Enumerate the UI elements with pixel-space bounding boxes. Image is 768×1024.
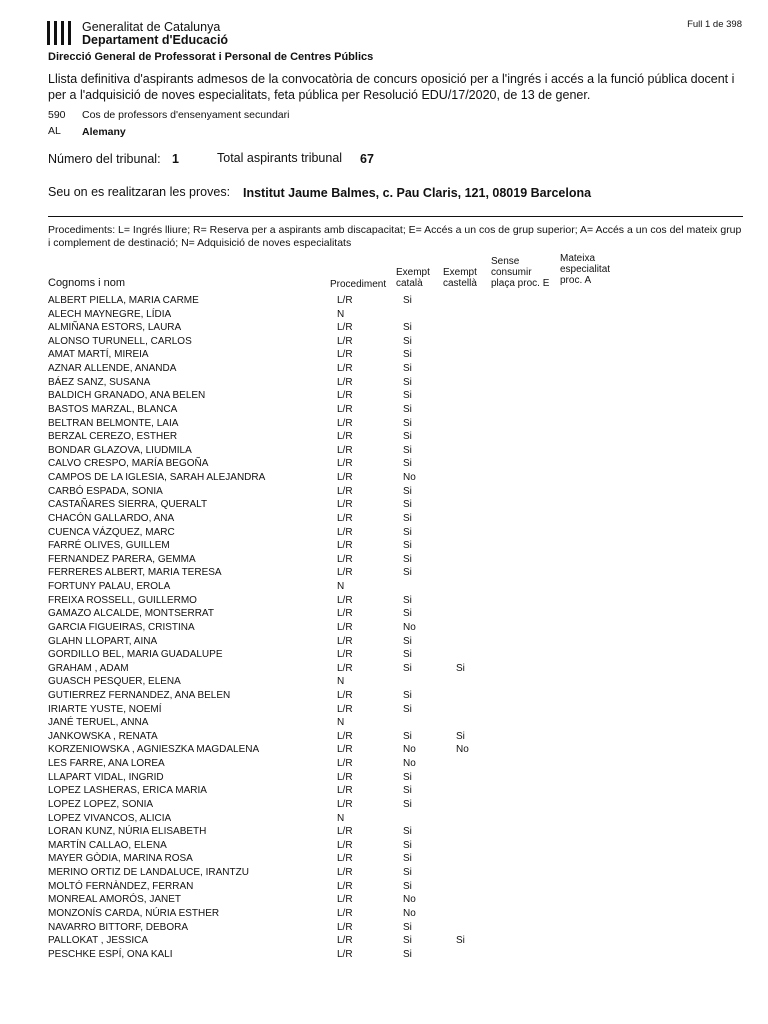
row-exempt-castella: Si (456, 935, 465, 947)
row-exempt-catala: Si (403, 553, 412, 565)
row-name: CAMPOS DE LA IGLESIA, SARAH ALEJANDRA (48, 472, 266, 484)
row-name: GLAHN LLOPART, AINA (48, 635, 158, 647)
row-procediment: L/R (337, 594, 353, 606)
row-name: BÁEZ SANZ, SUSANA (48, 376, 151, 388)
table-row (0, 663, 768, 677)
row-name: GARCIA FIGUEIRAS, CRISTINA (48, 621, 195, 633)
table-row (0, 704, 768, 718)
row-exempt-catala: Si (403, 322, 412, 334)
row-name: BONDAR GLAZOVA, LIUDMILA (48, 444, 192, 456)
row-exempt-catala: Si (403, 798, 412, 810)
row-procediment: L/R (337, 472, 353, 484)
row-name: MONREAL AMORÓS, JANET (48, 894, 181, 906)
row-exempt-catala: No (403, 472, 416, 484)
row-exempt-catala: Si (403, 635, 412, 647)
row-exempt-castella: No (456, 744, 469, 756)
table-row (0, 322, 768, 336)
table-row (0, 676, 768, 690)
row-exempt-catala: No (403, 621, 416, 633)
seu-label: Seu on es realitzaran les proves: (48, 185, 231, 199)
row-name: JANÉ TERUEL, ANNA (48, 717, 149, 729)
table-row (0, 431, 768, 445)
row-exempt-catala: Si (403, 662, 412, 674)
table-row (0, 390, 768, 404)
column-header-procediment: Procediment (330, 279, 387, 290)
table-row (0, 717, 768, 731)
tribunal-number: 1 (172, 152, 179, 166)
table-row (0, 826, 768, 840)
row-name: PALLOKAT , JESSICA (48, 935, 149, 947)
table-row (0, 744, 768, 758)
row-exempt-catala: Si (403, 417, 412, 429)
row-procediment: N (337, 717, 345, 729)
separator-line (48, 216, 743, 217)
table-row (0, 949, 768, 963)
row-name: MERINO ORTIZ DE LANDALUCE, IRANTZU (48, 867, 249, 879)
row-name: GUASCH PESQUER, ELENA (48, 676, 181, 688)
row-procediment: L/R (337, 621, 353, 633)
column-header-exempt-catala: Exempt català (396, 267, 430, 289)
row-procediment: L/R (337, 948, 353, 960)
row-name: FORTUNY PALAU, EROLA (48, 581, 171, 593)
row-exempt-catala: No (403, 744, 416, 756)
row-name: LES FARRE, ANA LOREA (48, 758, 165, 770)
row-exempt-catala: Si (403, 608, 412, 620)
row-procediment: L/R (337, 921, 353, 933)
column-header-name: Cognoms i nom (48, 277, 126, 289)
specialty-code: AL (48, 125, 61, 137)
row-procediment: N (337, 308, 345, 320)
row-exempt-catala: Si (403, 567, 412, 579)
table-row (0, 772, 768, 786)
table-row (0, 540, 768, 554)
row-name: LOPEZ LOPEZ, SONIA (48, 798, 154, 810)
row-name: CALVO CRESPO, MARÍA BEGOÑA (48, 458, 209, 470)
table-row (0, 499, 768, 513)
table-row (0, 840, 768, 854)
row-exempt-catala: Si (403, 390, 412, 402)
row-name: GRAHAM , ADAM (48, 662, 129, 674)
table-row (0, 486, 768, 500)
table-row (0, 785, 768, 799)
org-name: Generalitat de Catalunya (82, 20, 221, 34)
row-name: IRIARTE YUSTE, NOEMÍ (48, 703, 162, 715)
row-name: BASTOS MARZAL, BLANCA (48, 403, 178, 415)
row-procediment: L/R (337, 853, 353, 865)
row-procediment: L/R (337, 867, 353, 879)
body-name: Cos de professors d'ensenyament secundari (82, 109, 290, 121)
document-description: Llista definitiva d'aspirants admesos de la convocatòria de concurs oposició per a l'ingrés i accés a la funció pública docent i per a l'adquisició de noves especialitats, feta pública per Resolució EDU/17/2020, de 13 de gener. (48, 72, 735, 102)
row-procediment: L/R (337, 540, 353, 552)
table-row (0, 309, 768, 323)
row-procediment: L/R (337, 907, 353, 919)
table-row (0, 513, 768, 527)
row-exempt-castella: Si (456, 662, 465, 674)
row-procediment: L/R (337, 390, 353, 402)
table-row (0, 894, 768, 908)
row-exempt-catala: Si (403, 730, 412, 742)
row-name: FERRERES ALBERT, MARIA TERESA (48, 567, 222, 579)
row-name: FREIXA ROSSELL, GUILLERMO (48, 594, 197, 606)
row-exempt-catala: Si (403, 594, 412, 606)
table-row (0, 418, 768, 432)
row-name: GORDILLO BEL, MARIA GUADALUPE (48, 649, 223, 661)
row-exempt-catala: Si (403, 499, 412, 511)
row-name: MARTÍN CALLAO, ELENA (48, 839, 167, 851)
table-row (0, 458, 768, 472)
row-exempt-catala: Si (403, 880, 412, 892)
row-procediment: L/R (337, 785, 353, 797)
direction-title: Direcció General de Professorat i Personal de Centres Públics (48, 51, 374, 63)
row-exempt-catala: No (403, 907, 416, 919)
row-exempt-catala: Si (403, 853, 412, 865)
procediments-note: Procediments: L= Ingrés lliure; R= Reserva per a aspirants amb discapacitat; E= Accés a un cos de grup superior; A= Accés a un cos del mateix grup i complement de destinació; N= Adquisició de noves especialitats (48, 224, 742, 249)
row-exempt-catala: Si (403, 826, 412, 838)
row-name: FERNANDEZ PARERA, GEMMA (48, 553, 196, 565)
row-name: LOPEZ LASHERAS, ERICA MARIA (48, 785, 207, 797)
row-exempt-catala: Si (403, 335, 412, 347)
table-row (0, 595, 768, 609)
row-name: CUENCA VÁZQUEZ, MARC (48, 526, 175, 538)
seu-value: Institut Jaume Balmes, c. Pau Claris, 121, 08019 Barcelona (243, 186, 592, 200)
row-procediment: L/R (337, 485, 353, 497)
row-procediment: L/R (337, 567, 353, 579)
body-code: 590 (48, 109, 66, 121)
row-exempt-catala: Si (403, 403, 412, 415)
table-row (0, 922, 768, 936)
row-procediment: L/R (337, 689, 353, 701)
tribunal-label: Número del tribunal: (48, 152, 161, 166)
table-row (0, 527, 768, 541)
row-name: LLAPART VIDAL, INGRID (48, 771, 164, 783)
row-procediment: L/R (337, 771, 353, 783)
total-label: Total aspirants tribunal (217, 151, 343, 165)
table-row (0, 608, 768, 622)
row-exempt-catala: Si (403, 867, 412, 879)
table-row (0, 377, 768, 391)
row-procediment: L/R (337, 376, 353, 388)
table-row (0, 881, 768, 895)
row-name: JANKOWSKA , RENATA (48, 730, 158, 742)
row-procediment: L/R (337, 431, 353, 443)
row-procediment: L/R (337, 458, 353, 470)
row-exempt-catala: Si (403, 935, 412, 947)
row-exempt-catala: Si (403, 649, 412, 661)
column-header-mateixa-especialitat: Mateixa especialitat proc. A (560, 253, 611, 286)
row-name: ALMIÑANA ESTORS, LAURA (48, 322, 182, 334)
row-procediment: L/R (337, 649, 353, 661)
table-row (0, 445, 768, 459)
table-row (0, 813, 768, 827)
page-number: Full 1 de 398 (687, 19, 742, 30)
row-procediment: N (337, 812, 345, 824)
row-exempt-catala: Si (403, 376, 412, 388)
row-name: MOLTÓ FERNÀNDEZ, FERRAN (48, 880, 194, 892)
table-row (0, 636, 768, 650)
row-procediment: L/R (337, 935, 353, 947)
table-row (0, 908, 768, 922)
row-name: GUTIERREZ FERNANDEZ, ANA BELEN (48, 689, 231, 701)
row-procediment: L/R (337, 703, 353, 715)
row-procediment: L/R (337, 662, 353, 674)
row-name: MONZONÍS CARDA, NÚRIA ESTHER (48, 907, 220, 919)
row-exempt-catala: Si (403, 295, 412, 306)
table-row (0, 336, 768, 350)
table-row (0, 867, 768, 881)
row-exempt-catala: No (403, 894, 416, 906)
row-exempt-catala: Si (403, 921, 412, 933)
row-procediment: L/R (337, 295, 353, 306)
row-exempt-castella: Si (456, 730, 465, 742)
row-name: BELTRAN BELMONTE, LAIA (48, 417, 179, 429)
row-name: BERZAL CEREZO, ESTHER (48, 431, 178, 443)
row-name: KORZENIOWSKA , AGNIESZKA MAGDALENA (48, 744, 260, 756)
row-exempt-catala: Si (403, 458, 412, 470)
row-procediment: N (337, 676, 345, 688)
row-exempt-catala: Si (403, 431, 412, 443)
table-row (0, 731, 768, 745)
row-procediment: L/R (337, 553, 353, 565)
row-name: MAYER GÒDIA, MARINA ROSA (48, 853, 193, 865)
row-procediment: L/R (337, 635, 353, 647)
row-procediment: L/R (337, 894, 353, 906)
row-exempt-catala: Si (403, 785, 412, 797)
row-procediment: L/R (337, 417, 353, 429)
row-procediment: L/R (337, 798, 353, 810)
row-name: AZNAR ALLENDE, ANANDA (48, 363, 177, 375)
table-row (0, 295, 768, 309)
row-procediment: L/R (337, 758, 353, 770)
table-row (0, 622, 768, 636)
row-procediment: N (337, 581, 345, 593)
row-name: CARBÓ ESPADA, SONIA (48, 485, 163, 497)
row-name: BALDICH GRANADO, ANA BELEN (48, 390, 206, 402)
row-procediment: L/R (337, 403, 353, 415)
row-exempt-catala: Si (403, 689, 412, 701)
table-row (0, 404, 768, 418)
row-procediment: L/R (337, 512, 353, 524)
row-exempt-catala: Si (403, 512, 412, 524)
row-exempt-catala: Si (403, 703, 412, 715)
row-name: FARRÉ OLIVES, GUILLEM (48, 540, 170, 552)
row-name: ALBERT PIELLA, MARIA CARME (48, 295, 199, 306)
row-procediment: L/R (337, 730, 353, 742)
row-exempt-catala: Si (403, 540, 412, 552)
specialty-name: Alemany (82, 126, 126, 138)
row-name: LORAN KUNZ, NÚRIA ELISABETH (48, 826, 207, 838)
table-row (0, 349, 768, 363)
row-procediment: L/R (337, 363, 353, 375)
table-row (0, 363, 768, 377)
table-row (0, 649, 768, 663)
row-procediment: L/R (337, 499, 353, 511)
generalitat-logo-icon (47, 21, 71, 45)
row-procediment: L/R (337, 349, 353, 361)
table-row (0, 758, 768, 772)
table-row (0, 935, 768, 949)
row-procediment: L/R (337, 826, 353, 838)
row-exempt-catala: Si (403, 349, 412, 361)
row-procediment: L/R (337, 322, 353, 334)
row-name: ALECH MAYNEGRE, LÍDIA (48, 308, 172, 320)
row-name: AMAT MARTÍ, MIREIA (48, 349, 149, 361)
row-exempt-catala: Si (403, 771, 412, 783)
table-row (0, 567, 768, 581)
column-header-sense-consumir: Sense consumir plaça proc. E (491, 256, 550, 289)
table-row (0, 799, 768, 813)
row-procediment: L/R (337, 526, 353, 538)
table-row (0, 853, 768, 867)
row-procediment: L/R (337, 839, 353, 851)
row-name: GAMAZO ALCALDE, MONTSERRAT (48, 608, 214, 620)
row-procediment: L/R (337, 335, 353, 347)
row-name: NAVARRO BITTORF, DEBORA (48, 921, 189, 933)
row-name: PESCHKE ESPÍ, ONA KALI (48, 948, 173, 960)
table-row (0, 581, 768, 595)
row-procediment: L/R (337, 744, 353, 756)
table-row (0, 690, 768, 704)
row-name: CASTAÑARES SIERRA, QUERALT (48, 499, 208, 511)
column-header-exempt-castella: Exempt castellà (443, 267, 477, 289)
table-row (0, 554, 768, 568)
department-name: Departament d'Educació (82, 33, 229, 47)
row-name: LOPEZ VIVANCOS, ALICIA (48, 812, 172, 824)
row-exempt-catala: Si (403, 485, 412, 497)
row-procediment: L/R (337, 608, 353, 620)
row-name: ALONSO TURUNELL, CARLOS (48, 335, 192, 347)
row-exempt-catala: Si (403, 526, 412, 538)
row-exempt-catala: Si (403, 948, 412, 960)
row-exempt-catala: No (403, 758, 416, 770)
row-procediment: L/R (337, 444, 353, 456)
row-procediment: L/R (337, 880, 353, 892)
row-exempt-catala: Si (403, 839, 412, 851)
total-value: 67 (360, 152, 374, 166)
row-name: CHACÓN GALLARDO, ANA (48, 512, 175, 524)
table-row (0, 472, 768, 486)
row-exempt-catala: Si (403, 363, 412, 375)
row-exempt-catala: Si (403, 444, 412, 456)
